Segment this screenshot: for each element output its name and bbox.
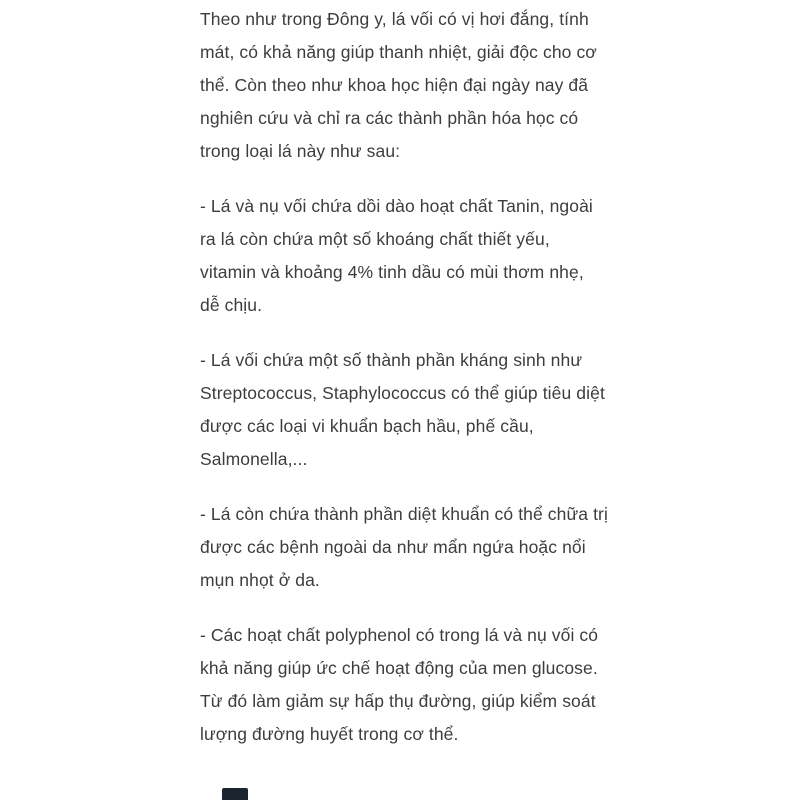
paragraph-bullet-skin: - Lá còn chứa thành phần diệt khuẩn có thể chữa trị được các bệnh ngoài da như mẩn ngứa hoặc nổi mụn nhọt ở da. [200,504,608,590]
paragraph-intro: Theo như trong Đông y, lá vối có vị hơi đắng, tính mát, có khả năng giúp thanh nhiệt, giải độc cho cơ thể. Còn theo như khoa học hiện đại ngày nay đã nghiên cứu và chỉ ra các thành phần hóa học có trong loại lá này như sau: [200,9,597,161]
text-column [200,0,608,773]
bottom-partial-element [222,788,248,800]
paragraph-bullet-polyphenol: - Các hoạt chất polyphenol có trong lá và nụ vối có khả năng giúp ức chế hoạt động của men glucose. Từ đó làm giảm sự hấp thụ đường, giúp kiểm soát lượng đường huyết trong cơ thể. [200,625,599,744]
paragraph-bullet-antibiotic: - Lá vối chứa một số thành phần kháng sinh như Streptococcus, Staphylococcus có thể giúp tiêu diệt được các loại vi khuẩn bạch hầu, phế cầu, Salmonella,... [200,350,605,469]
paragraph-bullet-tanin: - Lá và nụ vối chứa dồi dào hoạt chất Tanin, ngoài ra lá còn chứa một số khoáng chất thiết yếu, vitamin và khoảng 4% tinh dầu có mùi thơm nhẹ, dễ chịu. [200,196,593,315]
